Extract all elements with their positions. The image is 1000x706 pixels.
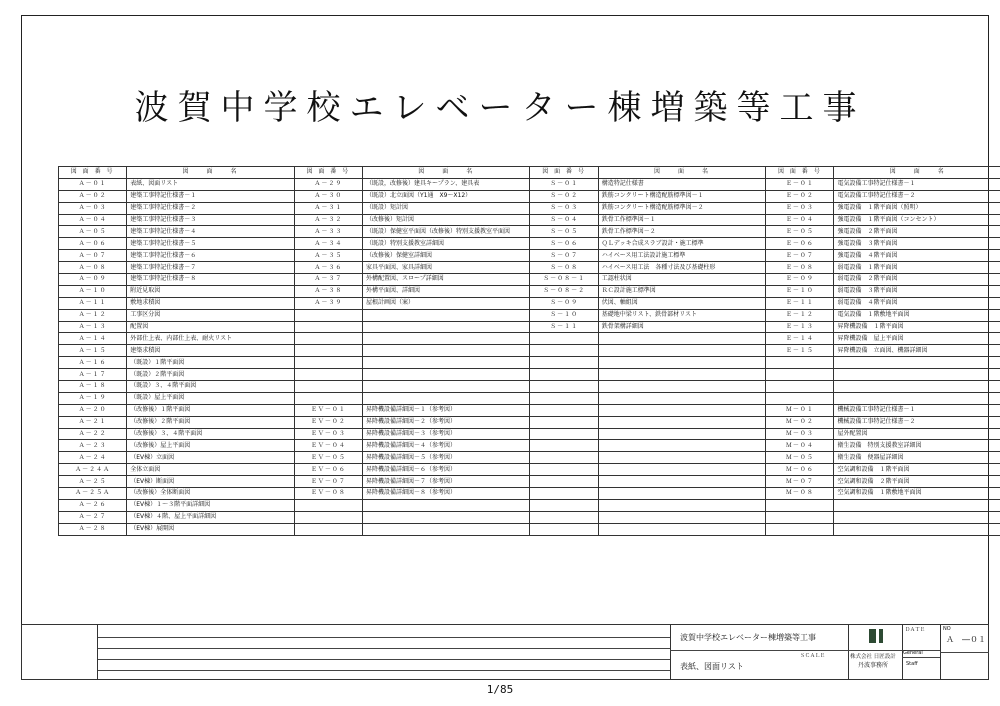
drawing-number-cell: Ａ－０５ bbox=[59, 226, 127, 238]
drawing-name-cell: （既設）矩計図 bbox=[363, 202, 530, 214]
drawing-name-cell: 敷地求積図 bbox=[127, 297, 294, 309]
project-name: 波賀中学校エレベーター棟増築等工事 bbox=[680, 633, 816, 642]
drawing-name-cell: 電気設備 １階敷地平面図 bbox=[834, 309, 1000, 321]
drawing-number-cell: Ｓ－０９ bbox=[530, 297, 598, 309]
drawing-name-cell bbox=[363, 333, 530, 345]
drawing-number-cell: Ａ－３４ bbox=[294, 238, 362, 250]
drawing-name-cell bbox=[363, 321, 530, 333]
table-row bbox=[59, 238, 1000, 250]
drawing-name-cell: ハイベース用工法 各種寸法及び基礎柱形 bbox=[598, 262, 765, 274]
drawing-name-cell: 鉄筋コンクリート構造配筋標準図－２ bbox=[598, 202, 765, 214]
drawing-number-cell: Ｅ－１４ bbox=[766, 333, 834, 345]
drawing-number-cell: Ｅ－１２ bbox=[766, 309, 834, 321]
table-row bbox=[59, 523, 1000, 535]
drawing-number-cell bbox=[766, 357, 834, 369]
drawing-number-cell bbox=[530, 357, 598, 369]
drawing-number-cell bbox=[294, 511, 362, 523]
drawing-name-cell bbox=[363, 309, 530, 321]
drawing-number-cell bbox=[294, 309, 362, 321]
drawing-name-cell: （改修後）全体断面図 bbox=[127, 488, 294, 500]
table-row bbox=[59, 333, 1000, 345]
drawing-name-cell: ハイベース用工法設計施工標準 bbox=[598, 250, 765, 262]
header-name: 図 面 名 bbox=[598, 167, 765, 179]
drawing-name-cell: 強電設備 ３階平面図 bbox=[834, 238, 1000, 250]
drawing-name-cell: 建築工事特記仕様書－１ bbox=[127, 190, 294, 202]
drawing-name-cell: ＲＣ設計施工標準図 bbox=[598, 285, 765, 297]
drawing-number-cell bbox=[530, 488, 598, 500]
drawing-number-cell: Ｅ－０２ bbox=[766, 190, 834, 202]
drawing-name-cell: 弱電設備 ３階平面図 bbox=[834, 285, 1000, 297]
header-no: 図 面 番 号 bbox=[59, 167, 127, 179]
drawing-name-cell: 表紙、図面リスト bbox=[127, 178, 294, 190]
drawing-name-cell bbox=[598, 333, 765, 345]
drawing-name-cell bbox=[834, 381, 1000, 393]
table-row bbox=[59, 274, 1000, 286]
drawing-name-cell bbox=[834, 499, 1000, 511]
drawing-number-cell: Ｅ－０４ bbox=[766, 214, 834, 226]
drawing-number-cell: Ａ－３０ bbox=[294, 190, 362, 202]
drawing-name-cell: （既設）２階平面図 bbox=[127, 369, 294, 381]
table-row bbox=[59, 404, 1000, 416]
table-row bbox=[59, 309, 1000, 321]
drawing-name-cell bbox=[363, 369, 530, 381]
drawing-number-cell: ＥＶ－０２ bbox=[294, 416, 362, 428]
drawing-number-cell: Ａ－１１ bbox=[59, 297, 127, 309]
drawing-number-cell: Ａ－２５Ａ bbox=[59, 488, 127, 500]
drawing-name-cell: （改修後）矩計図 bbox=[363, 214, 530, 226]
drawing-name-cell bbox=[598, 369, 765, 381]
drawing-number-cell: Ａ－２３ bbox=[59, 440, 127, 452]
drawing-name-cell: 全体立面図 bbox=[127, 464, 294, 476]
drawing-number-cell: Ａ－０２ bbox=[59, 190, 127, 202]
drawing-name-cell: 昇降機設備詳細図－２（参考図） bbox=[363, 416, 530, 428]
drawing-name-cell: 衛生設備 便器屋詳細図 bbox=[834, 452, 1000, 464]
table-row bbox=[59, 452, 1000, 464]
drawing-number-cell: Ａ－３３ bbox=[294, 226, 362, 238]
drawing-name-cell: 強電設備 ４階平面図 bbox=[834, 250, 1000, 262]
drawing-name-cell: 建築工事特記仕様書－６ bbox=[127, 250, 294, 262]
table-row bbox=[59, 178, 1000, 190]
drawing-number-cell: Ｍ－０７ bbox=[766, 476, 834, 488]
drawing-number-cell: Ｓ－０１ bbox=[530, 178, 598, 190]
drawing-number-cell bbox=[766, 381, 834, 393]
drawing-name-cell: 鉄骨工作標準図－２ bbox=[598, 226, 765, 238]
drawing-name-cell: 昇降機設備詳細図－７（参考図） bbox=[363, 476, 530, 488]
table-row bbox=[59, 428, 1000, 440]
drawing-name-cell: 強電設備 １階平面図（コンセント） bbox=[834, 214, 1000, 226]
drawing-name-cell bbox=[598, 523, 765, 535]
drawing-name-cell bbox=[598, 488, 765, 500]
drawing-number-cell: Ｍ－０１ bbox=[766, 404, 834, 416]
drawing-number: Ａ ―０１ bbox=[946, 635, 986, 644]
drawing-name-cell: 建築工事特記仕様書－２ bbox=[127, 202, 294, 214]
drawing-number-cell bbox=[766, 369, 834, 381]
drawing-number-cell: Ｅ－０９ bbox=[766, 274, 834, 286]
drawing-name-cell: 建築工事特記仕様書－３ bbox=[127, 214, 294, 226]
drawing-number-cell: Ｅ－１１ bbox=[766, 297, 834, 309]
drawing-number-cell bbox=[766, 499, 834, 511]
drawing-number-cell bbox=[530, 440, 598, 452]
drawing-number-cell: Ａ－１４ bbox=[59, 333, 127, 345]
staff-label: Staff bbox=[906, 661, 918, 667]
drawing-name-cell: （EV棟）展開図 bbox=[127, 523, 294, 535]
drawing-name-cell bbox=[598, 476, 765, 488]
drawing-number-cell bbox=[294, 345, 362, 357]
drawing-name-cell bbox=[598, 381, 765, 393]
drawing-number-cell bbox=[530, 369, 598, 381]
drawing-name-cell: 建築工事特記仕様書－７ bbox=[127, 262, 294, 274]
drawing-number-cell bbox=[530, 464, 598, 476]
table-row bbox=[59, 464, 1000, 476]
header-name: 図 面 名 bbox=[363, 167, 530, 179]
drawing-name-cell: 外部仕上表、内部仕上表、耐火リスト bbox=[127, 333, 294, 345]
company-logo-icon bbox=[869, 629, 883, 643]
drawing-number-cell: Ａ－１９ bbox=[59, 392, 127, 404]
drawing-title: 波賀中学校エレベーター棟増築等工事 bbox=[134, 88, 866, 128]
drawing-number-cell: Ａ－１８ bbox=[59, 381, 127, 393]
drawing-name-cell: 屋根計画図（案） bbox=[363, 297, 530, 309]
drawing-number-cell: Ａ－０９ bbox=[59, 274, 127, 286]
drawing-name-cell: 構造特記仕様書 bbox=[598, 178, 765, 190]
table-row bbox=[59, 214, 1000, 226]
drawing-name-cell bbox=[598, 499, 765, 511]
drawing-number-cell: Ａ－１３ bbox=[59, 321, 127, 333]
drawing-name-cell: 建築工事特記仕様書－８ bbox=[127, 274, 294, 286]
drawing-number-cell: Ｓ－０８－２ bbox=[530, 285, 598, 297]
drawing-name-cell bbox=[834, 369, 1000, 381]
table-row bbox=[59, 357, 1000, 369]
header-no: 図 面 番 号 bbox=[530, 167, 598, 179]
drawing-number-cell: Ａ－３５ bbox=[294, 250, 362, 262]
drawing-name-cell: 昇降機設備詳細図－１（参考図） bbox=[363, 404, 530, 416]
drawing-name-cell: （EV棟）断面図 bbox=[127, 476, 294, 488]
table-row bbox=[59, 202, 1000, 214]
drawing-number-cell: Ｅ－１３ bbox=[766, 321, 834, 333]
drawing-name-cell: 外構配置図、スロープ詳細図 bbox=[363, 274, 530, 286]
drawing-name-cell: 建築工事特記仕様書－５ bbox=[127, 238, 294, 250]
drawing-number-cell: Ｍ－０８ bbox=[766, 488, 834, 500]
drawing-name-cell: 強電設備 ２階平面図 bbox=[834, 226, 1000, 238]
drawing-name-cell: 鉄骨架構詳細図 bbox=[598, 321, 765, 333]
drawing-name-cell: 電気設備工事特記仕様書－１ bbox=[834, 178, 1000, 190]
drawing-number-cell: Ｓ－０４ bbox=[530, 214, 598, 226]
drawing-number-cell bbox=[294, 369, 362, 381]
table-row bbox=[59, 345, 1000, 357]
drawing-number-cell: Ｓ－１１ bbox=[530, 321, 598, 333]
drawing-name-cell bbox=[598, 440, 765, 452]
drawing-number-cell bbox=[766, 511, 834, 523]
drawing-number-cell bbox=[294, 321, 362, 333]
drawing-name-cell: （既設）北立面図（Y1通 X9～X12） bbox=[363, 190, 530, 202]
drawing-name-cell: 工事区分図 bbox=[127, 309, 294, 321]
drawing-number-cell: Ｅ－０７ bbox=[766, 250, 834, 262]
drawing-name-cell: （改修後）１階平面図 bbox=[127, 404, 294, 416]
drawing-name-cell: 衛生設備 特別支援教室詳細図 bbox=[834, 440, 1000, 452]
drawing-name-cell: （改修後）２階平面図 bbox=[127, 416, 294, 428]
drawing-number-cell bbox=[530, 452, 598, 464]
table-row bbox=[59, 190, 1000, 202]
header-name: 図 面 名 bbox=[127, 167, 294, 179]
drawing-number-cell: Ｅ－０８ bbox=[766, 262, 834, 274]
drawing-name-cell: （改修後）３、４階平面図 bbox=[127, 428, 294, 440]
drawing-name-cell: （EV棟）立面図 bbox=[127, 452, 294, 464]
drawing-number-cell: Ａ－０１ bbox=[59, 178, 127, 190]
drawing-number-cell: Ｅ－１５ bbox=[766, 345, 834, 357]
drawing-name-cell bbox=[363, 392, 530, 404]
drawing-name-cell bbox=[834, 357, 1000, 369]
drawing-name-cell bbox=[363, 381, 530, 393]
drawing-name-cell: 電気設備工事特記仕様書－２ bbox=[834, 190, 1000, 202]
drawing-number-cell: Ａ－０８ bbox=[59, 262, 127, 274]
drawing-name-cell: 鉄筋コンクリート構造配筋標準図－１ bbox=[598, 190, 765, 202]
drawing-number-cell bbox=[294, 357, 362, 369]
drawing-name-cell: 機械設備工事特記仕様書－１ bbox=[834, 404, 1000, 416]
table-row bbox=[59, 511, 1000, 523]
drawing-number-cell bbox=[530, 523, 598, 535]
drawing-name-cell bbox=[834, 523, 1000, 535]
drawing-number-cell: ＥＶ－０８ bbox=[294, 488, 362, 500]
drawing-name-cell: 強電設備 １階平面図（照明） bbox=[834, 202, 1000, 214]
table-row bbox=[59, 285, 1000, 297]
table-row bbox=[59, 392, 1000, 404]
drawing-name-cell: 工認柱状図 bbox=[598, 274, 765, 286]
drawing-name-cell: 弱電設備 ４階平面図 bbox=[834, 297, 1000, 309]
drawing-name-cell: 空気調和設備 １階敷地平面図 bbox=[834, 488, 1000, 500]
drawing-number-cell: ＥＶ－０７ bbox=[294, 476, 362, 488]
drawing-name-cell: 建築求積図 bbox=[127, 345, 294, 357]
drawing-number-cell: Ｓ－０８－１ bbox=[530, 274, 598, 286]
drawing-number-cell: Ｅ－１０ bbox=[766, 285, 834, 297]
drawing-number-cell: Ａ－２９ bbox=[294, 178, 362, 190]
drawing-index-table bbox=[58, 166, 1000, 536]
drawing-name-cell: 昇降機設備詳細図－５（参考図） bbox=[363, 452, 530, 464]
drawing-number-cell bbox=[530, 476, 598, 488]
drawing-name-cell: 昇降機設備詳細図－６（参考図） bbox=[363, 464, 530, 476]
drawing-number-cell: Ｓ－０２ bbox=[530, 190, 598, 202]
drawing-number-cell: Ａ－１６ bbox=[59, 357, 127, 369]
drawing-name-cell: （既設）特別支援教室詳細図 bbox=[363, 238, 530, 250]
drawing-number-cell: ＥＶ－０３ bbox=[294, 428, 362, 440]
drawing-number-cell: Ｓ－０３ bbox=[530, 202, 598, 214]
drawing-number-cell: Ａ－２４Ａ bbox=[59, 464, 127, 476]
drawing-number-cell: Ａ－３２ bbox=[294, 214, 362, 226]
drawing-name-cell: 家具平面図、家具詳細図 bbox=[363, 262, 530, 274]
drawing-name-cell: （既設，改修後）建具キープラン、建具表 bbox=[363, 178, 530, 190]
drawing-number-cell: Ｅ－０１ bbox=[766, 178, 834, 190]
drawing-name-cell: （改修後）保健室詳細図 bbox=[363, 250, 530, 262]
drawing-name-cell: 弱電設備 ２階平面図 bbox=[834, 274, 1000, 286]
drawing-name-cell: 弱電設備 １階平面図 bbox=[834, 262, 1000, 274]
drawing-name-cell: 外構平面図、詳細図 bbox=[363, 285, 530, 297]
drawing-number-cell: Ｅ－０６ bbox=[766, 238, 834, 250]
drawing-name-cell: 建築工事特記仕様書－４ bbox=[127, 226, 294, 238]
drawing-number-cell: Ａ－０３ bbox=[59, 202, 127, 214]
drawing-name-cell: 昇降機設備詳細図－８（参考図） bbox=[363, 488, 530, 500]
table-row bbox=[59, 369, 1000, 381]
drawing-number-cell: Ａ－２０ bbox=[59, 404, 127, 416]
drawing-number-cell bbox=[294, 381, 362, 393]
drawing-name-cell bbox=[598, 416, 765, 428]
drawing-name: 表紙、図面リスト bbox=[680, 662, 744, 671]
drawing-name-cell: （EV棟）４階、屋上平面詳細図 bbox=[127, 511, 294, 523]
table-row bbox=[59, 416, 1000, 428]
drawing-number-cell bbox=[530, 511, 598, 523]
drawing-name-cell: 昇降機設備 立面図、機器詳細図 bbox=[834, 345, 1000, 357]
drawing-number-cell bbox=[294, 523, 362, 535]
drawing-name-cell: （既設）保健室平面図（改修後）特別支援教室平面図 bbox=[363, 226, 530, 238]
drawing-number-cell: Ａ－０６ bbox=[59, 238, 127, 250]
drawing-number-cell: ＥＶ－０６ bbox=[294, 464, 362, 476]
drawing-number-cell: Ｍ－０６ bbox=[766, 464, 834, 476]
drawing-number-cell: Ａ－２８ bbox=[59, 523, 127, 535]
drawing-number-cell: Ｓ－１０ bbox=[530, 309, 598, 321]
drawing-name-cell bbox=[598, 345, 765, 357]
drawing-name-cell bbox=[834, 511, 1000, 523]
drawing-number-cell bbox=[294, 333, 362, 345]
drawing-name-cell: 空気調和設備 １階平面図 bbox=[834, 464, 1000, 476]
drawing-number-cell: Ａ－２２ bbox=[59, 428, 127, 440]
drawing-number-cell: Ｓ－０６ bbox=[530, 238, 598, 250]
drawing-number-cell: Ｍ－０４ bbox=[766, 440, 834, 452]
drawing-name-cell: 昇降機設備 １階平面図 bbox=[834, 321, 1000, 333]
drawing-number-cell bbox=[766, 392, 834, 404]
drawing-name-cell: ＱＬデッキ合成スラブ設計・施工標準 bbox=[598, 238, 765, 250]
header-no: 図 面 番 号 bbox=[766, 167, 834, 179]
drawing-number-cell: Ａ－０４ bbox=[59, 214, 127, 226]
drawing-name-cell: 昇降機設備詳細図－３（参考図） bbox=[363, 428, 530, 440]
drawing-name-cell: （既設）１階平面図 bbox=[127, 357, 294, 369]
drawing-number-cell: Ｅ－０３ bbox=[766, 202, 834, 214]
drawing-name-cell bbox=[598, 392, 765, 404]
drawing-name-cell bbox=[598, 511, 765, 523]
drawing-name-cell bbox=[363, 523, 530, 535]
table-row bbox=[59, 262, 1000, 274]
drawing-name-cell: （既設）屋上平面図 bbox=[127, 392, 294, 404]
drawing-number-cell: Ｅ－０５ bbox=[766, 226, 834, 238]
drawing-number-cell: Ｓ－０７ bbox=[530, 250, 598, 262]
table-row bbox=[59, 250, 1000, 262]
drawing-number-cell: ＥＶ－０１ bbox=[294, 404, 362, 416]
drawing-number-cell: Ａ－２５ bbox=[59, 476, 127, 488]
page-number: 1/85 bbox=[486, 683, 514, 696]
drawing-number-cell: Ａ－３８ bbox=[294, 285, 362, 297]
drawing-number-cell: Ａ－３６ bbox=[294, 262, 362, 274]
drawing-number-cell: Ｓ－０８ bbox=[530, 262, 598, 274]
drawing-number-cell: Ａ－１７ bbox=[59, 369, 127, 381]
drawing-name-cell: 配置図 bbox=[127, 321, 294, 333]
drawing-number-cell bbox=[530, 333, 598, 345]
drawing-number-cell bbox=[294, 392, 362, 404]
drawing-name-cell bbox=[598, 404, 765, 416]
drawing-number-cell bbox=[530, 392, 598, 404]
drawing-name-cell bbox=[363, 345, 530, 357]
header-name: 図 面 名 bbox=[834, 167, 1000, 179]
date-label: ＤＡＴＥ bbox=[905, 627, 926, 633]
table-row bbox=[59, 297, 1000, 309]
general-label: General bbox=[903, 650, 923, 656]
company-name: 株式会社 日匠設計 bbox=[850, 654, 896, 660]
scale-label: ＳＣＡＬＥ bbox=[800, 653, 826, 659]
table-row bbox=[59, 488, 1000, 500]
drawing-number-cell: Ａ－２６ bbox=[59, 499, 127, 511]
header-no: 図 面 番 号 bbox=[294, 167, 362, 179]
drawing-number-cell bbox=[294, 499, 362, 511]
drawing-name-cell: 附近見取図 bbox=[127, 285, 294, 297]
table-row bbox=[59, 381, 1000, 393]
drawing-name-cell: （既設）３、４階平面図 bbox=[127, 381, 294, 393]
drawing-number-cell: Ａ－３７ bbox=[294, 274, 362, 286]
table-row bbox=[59, 440, 1000, 452]
drawing-name-cell bbox=[598, 357, 765, 369]
table-row bbox=[59, 476, 1000, 488]
drawing-number-cell: Ａ－０７ bbox=[59, 250, 127, 262]
drawing-name-cell: 屋外配置図 bbox=[834, 428, 1000, 440]
drawing-number-cell bbox=[530, 499, 598, 511]
drawing-name-cell: 昇降機設備詳細図－４（参考図） bbox=[363, 440, 530, 452]
drawing-number-cell: Ｍ－０３ bbox=[766, 428, 834, 440]
drawing-number-cell bbox=[530, 416, 598, 428]
drawing-number-cell bbox=[530, 381, 598, 393]
drawing-name-cell: 昇降機設備 屋上平面図 bbox=[834, 333, 1000, 345]
drawing-name-cell bbox=[363, 499, 530, 511]
drawing-number-cell bbox=[530, 345, 598, 357]
table-row bbox=[59, 226, 1000, 238]
table-row bbox=[59, 321, 1000, 333]
table-header-row bbox=[59, 167, 1000, 179]
drawing-name-cell: （EV棟）１～３階平面詳細図 bbox=[127, 499, 294, 511]
office-name: 丹波事務所 bbox=[858, 662, 889, 669]
drawing-number-cell: Ａ－３１ bbox=[294, 202, 362, 214]
drawing-number-cell bbox=[530, 428, 598, 440]
drawing-number-cell: Ｍ－０５ bbox=[766, 452, 834, 464]
drawing-name-cell bbox=[598, 464, 765, 476]
drawing-name-cell: （改修後）屋上平面図 bbox=[127, 440, 294, 452]
table-row bbox=[59, 499, 1000, 511]
drawing-number-cell: ＥＶ－０５ bbox=[294, 452, 362, 464]
no-label: NO bbox=[943, 626, 951, 632]
drawing-name-cell bbox=[834, 392, 1000, 404]
drawing-number-cell: Ａ－１５ bbox=[59, 345, 127, 357]
drawing-number-cell: ＥＶ－０４ bbox=[294, 440, 362, 452]
drawing-number-cell: Ａ－２１ bbox=[59, 416, 127, 428]
drawing-number-cell: Ａ－２７ bbox=[59, 511, 127, 523]
drawing-number-cell bbox=[766, 523, 834, 535]
drawing-number-cell: Ｓ－０５ bbox=[530, 226, 598, 238]
drawing-name-cell bbox=[598, 452, 765, 464]
drawing-name-cell bbox=[363, 511, 530, 523]
drawing-number-cell: Ａ－１２ bbox=[59, 309, 127, 321]
drawing-number-cell: Ａ－３９ bbox=[294, 297, 362, 309]
drawing-number-cell: Ｍ－０２ bbox=[766, 416, 834, 428]
drawing-name-cell: 鉄骨工作標準図－１ bbox=[598, 214, 765, 226]
drawing-name-cell: 空気調和設備 ２階平面図 bbox=[834, 476, 1000, 488]
drawing-name-cell: 伏図、軸組図 bbox=[598, 297, 765, 309]
drawing-name-cell: 基礎地中梁リスト、鉄骨部材リスト bbox=[598, 309, 765, 321]
drawing-number-cell: Ａ－１０ bbox=[59, 285, 127, 297]
drawing-number-cell bbox=[530, 404, 598, 416]
drawing-name-cell bbox=[363, 357, 530, 369]
drawing-name-cell: 機械設備工事特記仕様書－２ bbox=[834, 416, 1000, 428]
drawing-number-cell: Ａ－２４ bbox=[59, 452, 127, 464]
drawing-name-cell bbox=[598, 428, 765, 440]
